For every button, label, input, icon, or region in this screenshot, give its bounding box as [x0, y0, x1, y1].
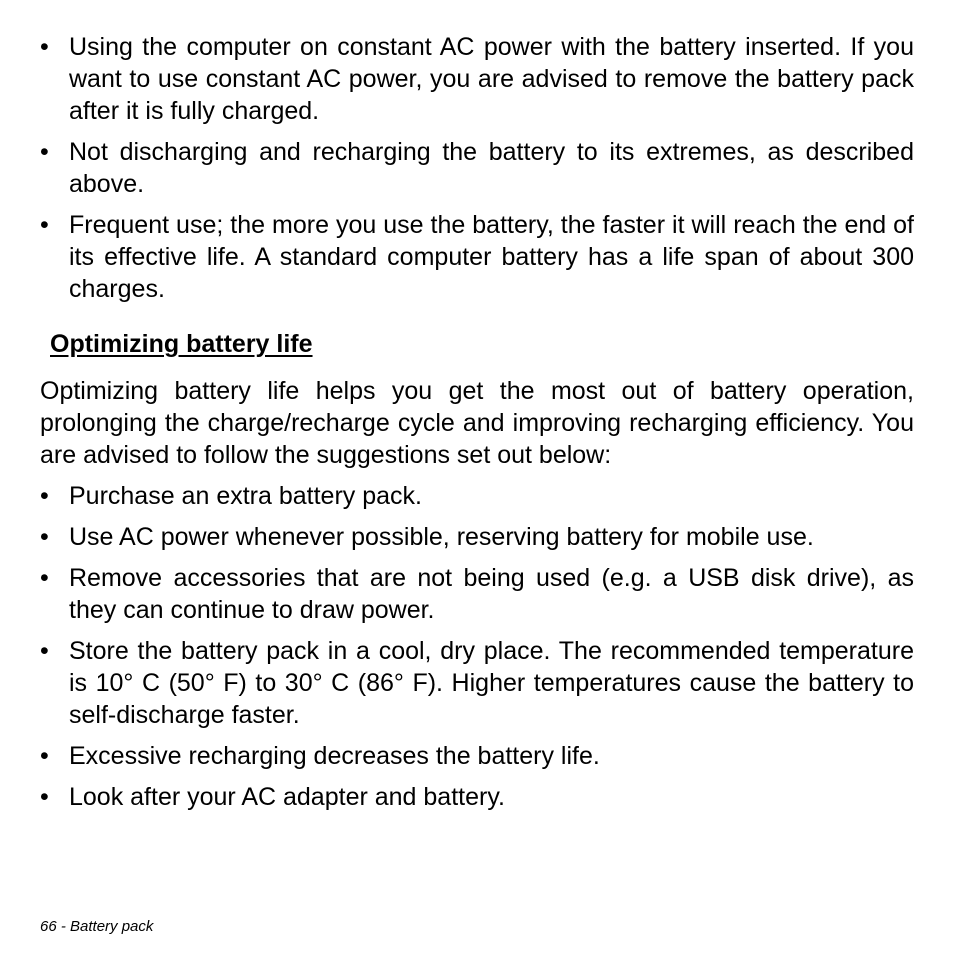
bullet-icon: •	[40, 783, 49, 811]
section-intro: Optimizing battery life helps you get the most out of battery operation, prolonging the charge/recharge cycle and improving recharging efficiency. You are advised to follow the suggestions set out below:	[40, 377, 914, 469]
bullet-icon: •	[40, 564, 49, 592]
list-item-text: Store the battery pack in a cool, dry place. The recommended temperature is 10° C (50° F) to 30° C (86° F). Higher temperatures cause the battery to self-discharge faster.	[69, 637, 914, 729]
list-item	[40, 136, 914, 200]
document-page	[40, 31, 914, 822]
list-item	[40, 31, 914, 127]
bullet-icon: •	[40, 523, 49, 551]
bullet-icon: •	[40, 138, 49, 166]
section-title: Optimizing battery life	[50, 330, 313, 358]
bullet-icon: •	[40, 742, 49, 770]
list-item-text: Remove accessories that are not being used (e.g. a USB disk drive), as they can continue to draw power.	[69, 564, 914, 624]
list-item	[40, 480, 914, 512]
page-footer: 66 - Battery pack	[40, 918, 154, 935]
suggestion-bullet-list	[40, 480, 914, 813]
list-item-text: Excessive recharging decreases the battery life.	[69, 742, 600, 770]
bullet-icon: •	[40, 482, 49, 510]
section-heading	[40, 328, 914, 360]
list-item	[40, 781, 914, 813]
list-item-text: Using the computer on constant AC power with the battery inserted. If you want to use constant AC power, you are advised to remove the battery pack after it is fully charged.	[69, 33, 914, 125]
top-bullet-list	[40, 31, 914, 305]
list-item	[40, 635, 914, 731]
list-item	[40, 740, 914, 772]
bullet-icon: •	[40, 211, 49, 239]
list-item-text: Not discharging and recharging the battery to its extremes, as described above.	[69, 138, 914, 198]
list-item-text: Purchase an extra battery pack.	[69, 482, 422, 510]
list-item-text: Look after your AC adapter and battery.	[69, 783, 505, 811]
list-item	[40, 209, 914, 305]
list-item-text: Frequent use; the more you use the battery, the faster it will reach the end of its effective life. A standard computer battery has a life span of about 300 charges.	[69, 211, 914, 303]
list-item	[40, 521, 914, 553]
bullet-icon: •	[40, 637, 49, 665]
list-item	[40, 562, 914, 626]
list-item-text: Use AC power whenever possible, reserving battery for mobile use.	[69, 523, 814, 551]
bullet-icon: •	[40, 33, 49, 61]
